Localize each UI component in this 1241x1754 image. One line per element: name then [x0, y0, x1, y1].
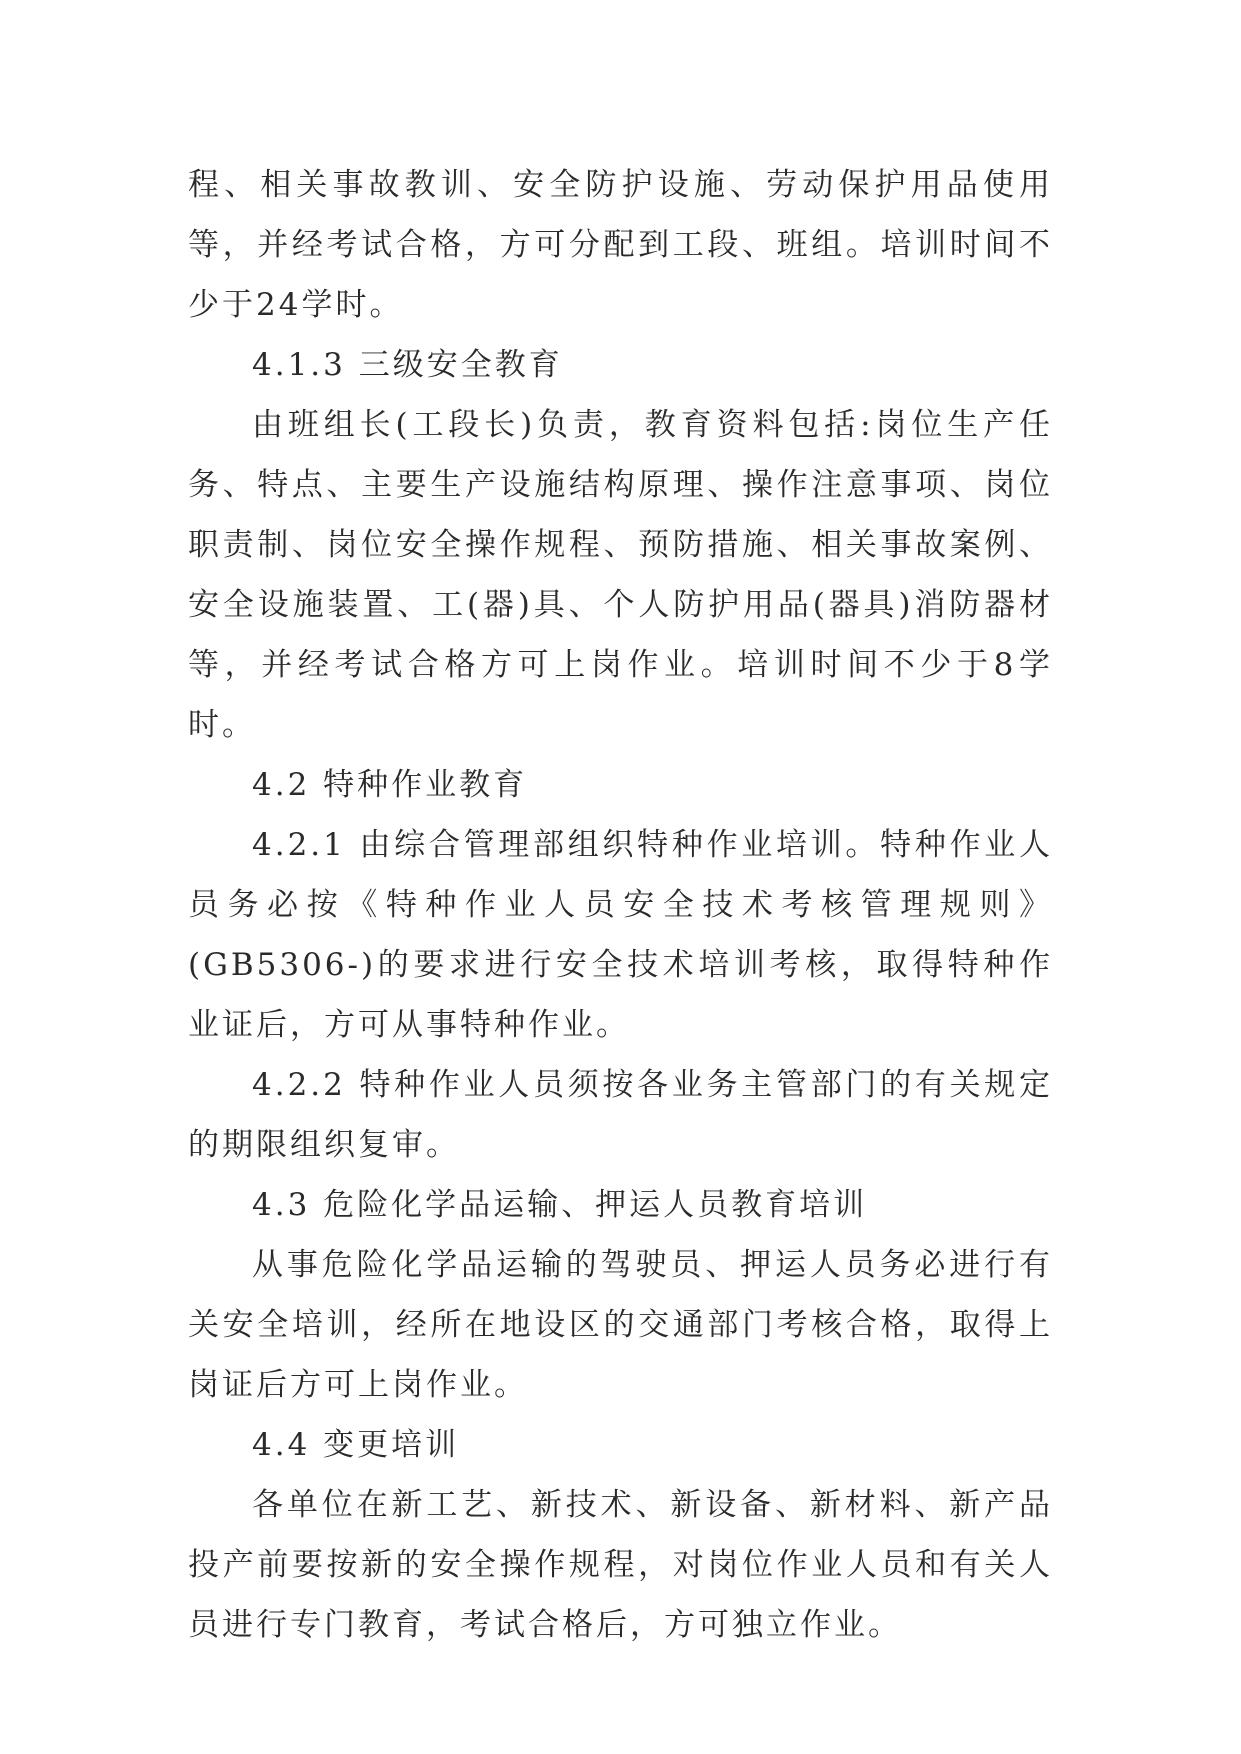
paragraph-transport-training: 从事危险化学品运输的驾驶员、押运人员务必进行有关安全培训，经所在地设区的交通部门考核合格，取得上岗证后方可上岗作业。 — [188, 1247, 1053, 1403]
paragraph-change-training: 各单位在新工艺、新技术、新设备、新材料、新产品投产前要按新的安全操作规程，对岗位作业人员和有关人员进行专门教育，考试合格后，方可独立作业。 — [188, 1487, 1053, 1643]
document-body — [188, 155, 1053, 1655]
paragraph-4-2-2: 4.2.2 特种作业人员须按各业务主管部门的有关规定的期限组织复审。 — [188, 1067, 1053, 1163]
section-heading-4-1-3: 4.1.3 三级安全教育 — [252, 347, 563, 383]
section-heading-4-2: 4.2 特种作业教育 — [252, 767, 528, 803]
paragraph-4-2-1: 4.2.1 由综合管理部组织特种作业培训。特种作业人员务必按《特种作业人员安全技术考核管理规则》(GB5306-)的要求进行安全技术培训考核，取得特种作业证后，方可从事特种作业。 — [188, 827, 1053, 1043]
paragraph-level3-education: 由班组长(工段长)负责，教育资料包括:岗位生产任务、特点、主要生产设施结构原理、操作注意事项、岗位职责制、岗位安全操作规程、预防措施、相关事故案例、安全设施装置、工(器)具、个人防护用品(器具)消防器材等，并经考试合格方可上岗作业。培训时间不少于8学时。 — [188, 407, 1053, 743]
paragraph-continuation: 程、相关事故教训、安全防护设施、劳动保护用品使用等，并经考试合格，方可分配到工段、班组。培训时间不少于24学时。 — [188, 167, 1053, 323]
section-heading-4-3: 4.3 危险化学品运输、押运人员教育培训 — [252, 1187, 868, 1223]
section-heading-4-4: 4.4 变更培训 — [252, 1427, 460, 1463]
